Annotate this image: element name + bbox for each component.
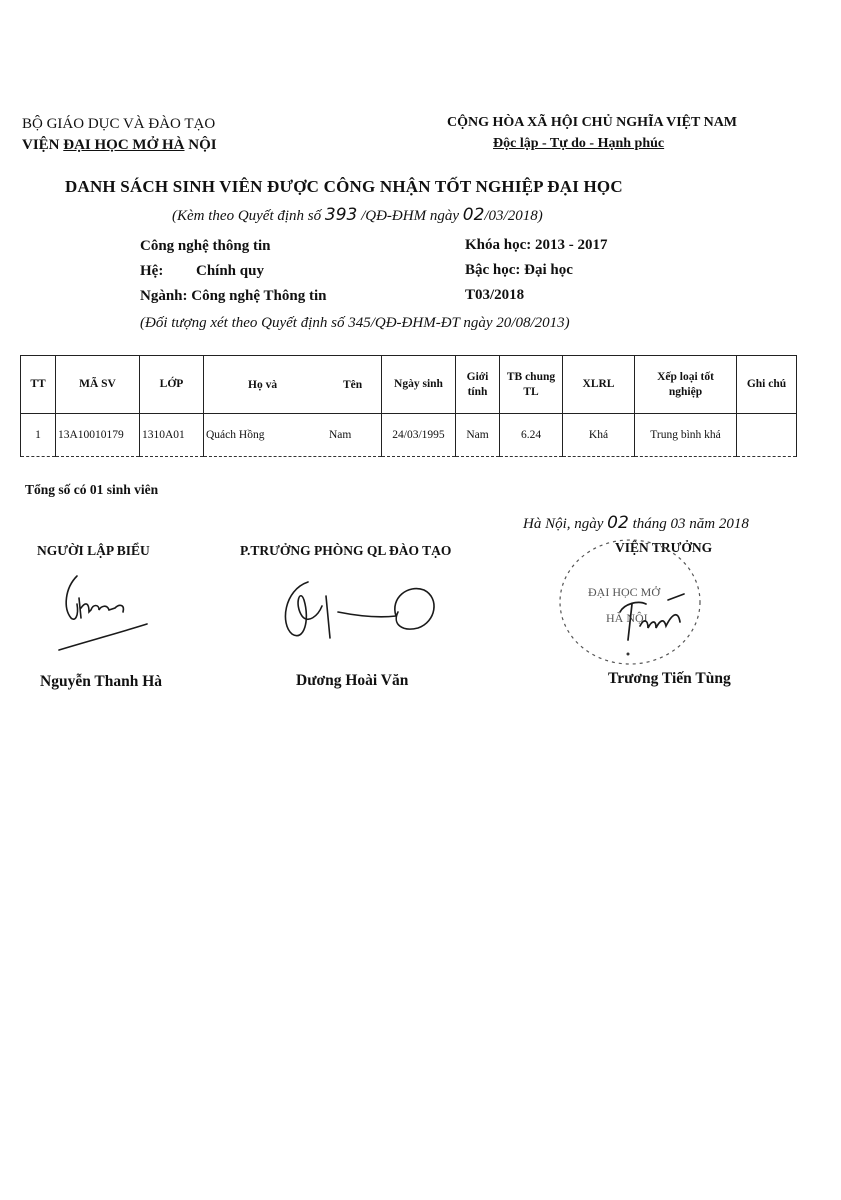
header-class: LỚP (140, 356, 204, 414)
header-note: Ghi chú (737, 356, 797, 414)
header-given-name: Tên (343, 379, 363, 391)
cell-gender: Nam (456, 414, 500, 457)
cell-given-name: Nam (329, 429, 352, 441)
faculty: Công nghệ thông tin (140, 238, 271, 254)
place-prefix: Hà Nội, ngày (523, 516, 608, 532)
republic-name: CỘNG HÒA XÃ HỘI CHỦ NGHĨA VIỆT NAM (447, 115, 738, 130)
institute-suffix: NỘI (184, 137, 217, 153)
header-dob: Ngày sinh (382, 356, 456, 414)
header-rank-line1: Xếp loại tốt (657, 371, 714, 384)
subtitle-suffix: /03/2018) (484, 208, 543, 224)
header-gender-line1: Giới (466, 371, 489, 384)
cell-tt: 1 (21, 414, 56, 457)
header-gpa (500, 356, 563, 414)
cell-surname: Quách Hồng (206, 429, 265, 441)
header-gpa-line2: TL (523, 385, 539, 398)
table-row (21, 414, 797, 457)
education-level: Bậc học: Đại học (465, 262, 573, 278)
header-tt: TT (21, 356, 56, 414)
ministry-name: BỘ GIÁO DỤC VÀ ĐÀO TẠO (22, 116, 216, 132)
director-name: Trương Tiến Tùng (608, 670, 731, 687)
system-label: Hệ: (140, 263, 164, 279)
course: Khóa học: 2013 - 2017 (465, 237, 608, 253)
header-full-name (204, 356, 382, 414)
decision-number: 393 (324, 205, 358, 225)
system-value: Chính quy (196, 263, 264, 279)
official-stamp (548, 530, 718, 670)
cell-class: 1310A01 (140, 414, 204, 457)
total-count: Tổng số có 01 sinh viên (25, 482, 159, 497)
cell-conduct: Khá (563, 414, 635, 457)
header-student-id: MÃ SV (56, 356, 140, 414)
document-subtitle (172, 205, 543, 225)
cell-full-name (204, 414, 382, 457)
signature-day: 02 (607, 513, 629, 533)
national-motto: Độc lập - Tự do - Hạnh phúc (493, 136, 665, 151)
header-gender (456, 356, 500, 414)
preparer-signature (55, 568, 165, 658)
preparer-role: NGƯỜI LẬP BIỂU (37, 543, 150, 558)
office-signature (278, 576, 448, 666)
office-role: P.TRƯỞNG PHÒNG QL ĐÀO TẠO (240, 543, 452, 558)
cell-note (737, 414, 797, 457)
header-surname: Họ và (248, 379, 278, 391)
place-suffix: tháng 03 năm 2018 (628, 516, 749, 532)
criteria-note: (Đối tượng xét theo Quyết định số 345/QĐ-ĐHM-ĐT ngày 20/08/2013) (140, 315, 570, 331)
cell-rank: Trung bình khá (635, 414, 737, 457)
institute-underlined: ĐẠI HỌC MỞ HÀ (63, 137, 185, 153)
header-gender-line2: tính (467, 385, 488, 398)
director-role: VIỆN TRƯỞNG (615, 540, 713, 555)
decision-day: 02 (462, 205, 485, 225)
subtitle-middle: /QĐ-ĐHM ngày (357, 208, 463, 224)
batch: T03/2018 (465, 287, 525, 303)
subtitle-prefix: (Kèm theo Quyết định số (172, 208, 325, 224)
major: Ngành: Công nghệ Thông tin (140, 288, 327, 304)
institute-prefix: VIỆN (22, 137, 64, 153)
office-name: Dương Hoài Văn (296, 672, 409, 689)
document-title: DANH SÁCH SINH VIÊN ĐƯỢC CÔNG NHẬN TỐT NGHIỆP ĐẠI HỌC (65, 177, 623, 196)
institute-name (22, 137, 217, 154)
preparer-name: Nguyễn Thanh Hà (40, 673, 163, 690)
header-rank (635, 356, 737, 414)
stamp-line1: ĐẠI HỌC MỞ (588, 585, 660, 599)
cell-dob: 24/03/1995 (382, 414, 456, 457)
cell-student-id: 13A10010179 (56, 414, 140, 457)
stamp-line2: HÀ NỘI (606, 611, 648, 625)
header-gpa-line1: TB chung (506, 371, 556, 384)
header-conduct: XLRL (563, 356, 635, 414)
table-header-row (21, 356, 797, 414)
graduates-table (20, 355, 797, 457)
header-rank-line2: nghiệp (668, 385, 703, 398)
cell-gpa: 6.24 (500, 414, 563, 457)
